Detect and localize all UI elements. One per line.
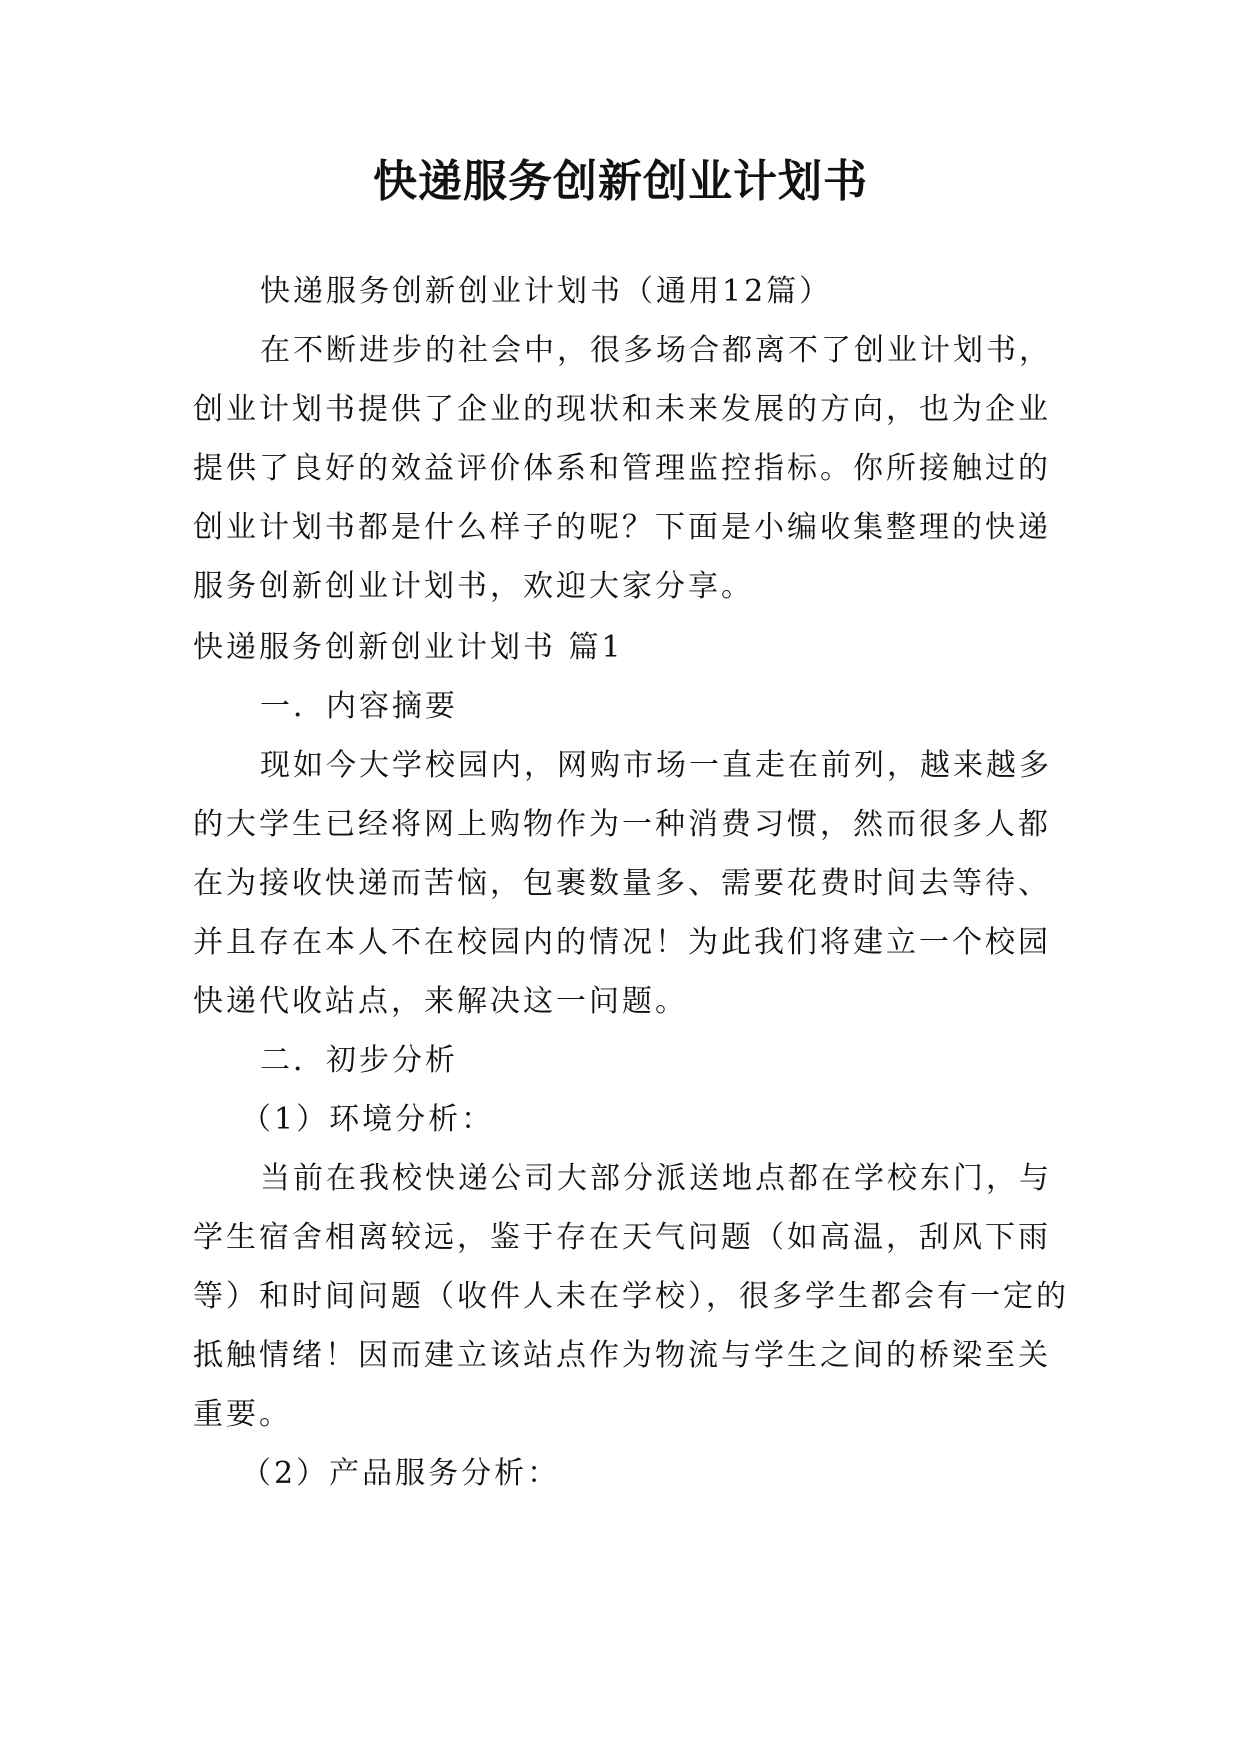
heading-product-service-analysis: （2）产品服务分析： [241,1456,561,1491]
section-heading: 快递服务创新创业计划书 篇1 [193,630,624,665]
intro-paragraph: 在不断进步的社会中，很多场合都离不了创业计划书，创业计划书提供了企业的现状和未来发展的方向，也为企业提供了良好的效益评价体系和管理监控指标。你所接触过的创业计划书都是什么样子的呢？下面是小编收集整理的快递服务创新创业计划书，欢迎大家分享。 [193,333,1052,604]
heading-content-summary: 一．内容摘要 [260,689,458,724]
heading-preliminary-analysis: 二．初步分析 [260,1043,458,1078]
subtitle-line: 快递服务创新创业计划书（通用12篇） [260,274,833,309]
section-body [193,618,1083,1503]
heading-environment-analysis: （1）环境分析： [241,1102,495,1137]
document-title: 快递服务创新创业计划书 [373,156,868,207]
document-body [193,262,1083,616]
summary-paragraph: 现如今大学校园内，网购市场一直走在前列，越来越多的大学生已经将网上购物作为一种消费习惯，然而很多人都在为接收快递而苦恼，包裹数量多、需要花费时间去等待、并且存在本人不在校园内的情况！为此我们将建立一个校园快递代收站点，来解决这一问题。 [193,748,1052,1019]
environment-paragraph: 当前在我校快递公司大部分派送地点都在学校东门，与学生宿舍相离较远，鉴于存在天气问题（如高温，刮风下雨等）和时间问题（收件人未在学校），很多学生都会有一定的抵触情绪！因而建立该站点作为物流与学生之间的桥梁至关重要。 [193,1161,1069,1432]
